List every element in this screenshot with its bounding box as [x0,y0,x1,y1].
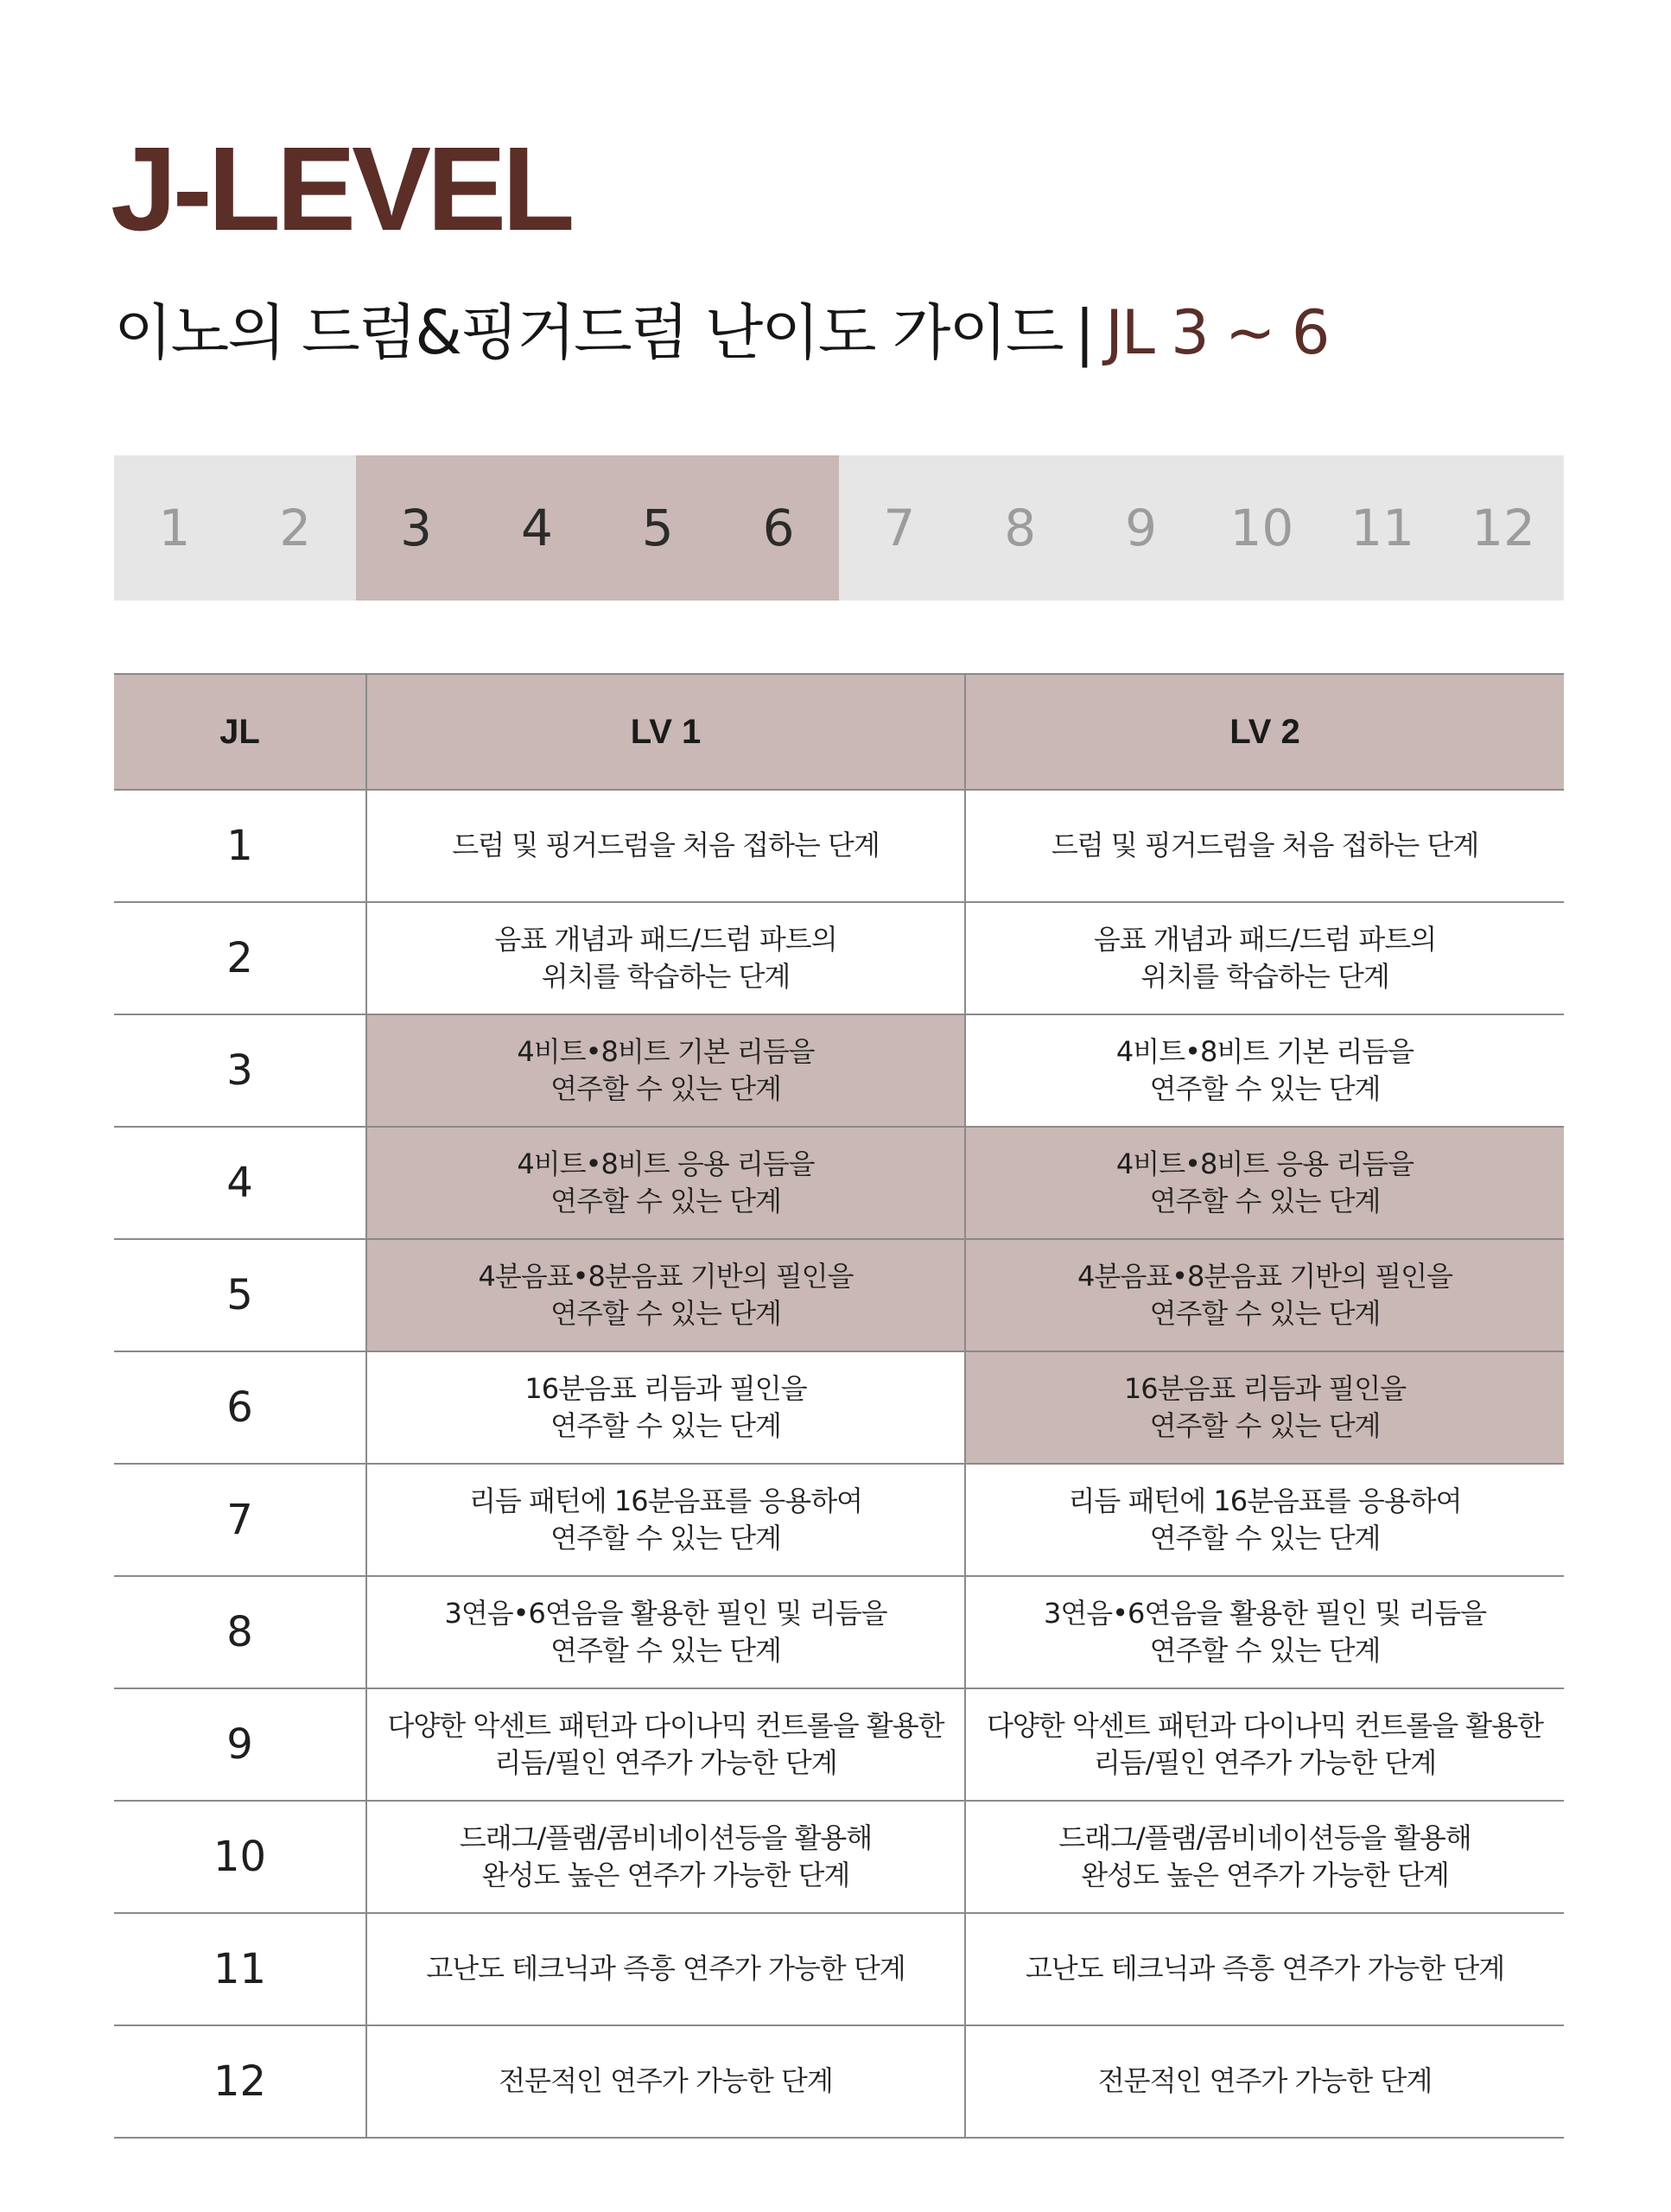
subtitle-text: 이노의 드럼&핑거드럼 난이도 가이드 [114,297,1063,368]
lv2-description-cell: 4분음표•8분음표 기반의 필인을 연주할 수 있는 단계 [965,1239,1564,1351]
scale-level-9: 9 [1125,499,1157,557]
jl-level-cell: 12 [114,2025,366,2138]
table-row [114,1014,1564,1127]
jl-level-cell: 6 [114,1351,366,1464]
table-row [114,1688,1564,1801]
lv1-description-cell: 4분음표•8분음표 기반의 필인을 연주할 수 있는 단계 [366,1239,965,1351]
lv1-description-cell: 드래그/플램/콤비네이션등을 활용해 완성도 높은 연주가 가능한 단계 [366,1801,965,1913]
table-row [114,1464,1564,1576]
lv2-description-cell: 고난도 테크닉과 즉흥 연주가 가능한 단계 [965,1913,1564,2025]
lv1-description-cell: 16분음표 리듬과 필인을 연주할 수 있는 단계 [366,1351,965,1464]
table-row [114,1351,1564,1464]
jl-level-cell: 1 [114,790,366,902]
lv1-description-cell: 음표 개념과 패드/드럼 파트의 위치를 학습하는 단계 [366,902,965,1014]
lv2-description-cell: 드래그/플램/콤비네이션등을 활용해 완성도 높은 연주가 가능한 단계 [965,1801,1564,1913]
scale-level-6: 6 [718,455,839,601]
lv1-description-cell: 드럼 및 핑거드럼을 처음 접하는 단계 [366,790,965,902]
jl-level-cell: 9 [114,1688,366,1801]
lv2-description-cell: 드럼 및 핑거드럼을 처음 접하는 단계 [965,790,1564,902]
table-row [114,1576,1564,1688]
scale-level-12: 12 [1471,499,1535,557]
lv2-description-cell: 16분음표 리듬과 필인을 연주할 수 있는 단계 [965,1351,1564,1464]
table-row [114,1239,1564,1351]
table-row [114,790,1564,902]
scale-level-2: 2 [279,499,312,557]
table-row [114,2025,1564,2138]
lv2-description-cell: 리듬 패턴에 16분음표를 응용하여 연주할 수 있는 단계 [965,1464,1564,1576]
table-row [114,1801,1564,1913]
level-guide-table [114,673,1564,2139]
jl-level-cell: 11 [114,1913,366,2025]
jl-level-cell: 3 [114,1014,366,1127]
jl-level-cell: 10 [114,1801,366,1913]
lv1-description-cell: 전문적인 연주가 가능한 단계 [366,2025,965,2138]
lv2-description-cell: 4비트•8비트 기본 리듬을 연주할 수 있는 단계 [965,1014,1564,1127]
table-header-row [114,674,1564,790]
lv1-description-cell: 다양한 악센트 패턴과 다이나믹 컨트롤을 활용한 리듬/필인 연주가 가능한 단계 [366,1688,965,1801]
jl-level-cell: 4 [114,1127,366,1239]
lv2-description-cell: 4비트•8비트 응용 리듬을 연주할 수 있는 단계 [965,1127,1564,1239]
table-row [114,1913,1564,2025]
lv2-description-cell: 음표 개념과 패드/드럼 파트의 위치를 학습하는 단계 [965,902,1564,1014]
scale-level-5: 5 [597,455,718,601]
page-title: J-LEVEL [111,123,571,256]
lv1-description-cell: 고난도 테크닉과 즉흥 연주가 가능한 단계 [366,1913,965,2025]
page-subtitle [114,297,1329,368]
table-row [114,902,1564,1014]
scale-level-7: 7 [883,499,916,557]
jl-level-cell: 5 [114,1239,366,1351]
level-scale-bar [114,455,1564,601]
lv2-description-cell: 다양한 악센트 패턴과 다이나믹 컨트롤을 활용한 리듬/필인 연주가 가능한 단계 [965,1688,1564,1801]
scale-level-10: 10 [1229,499,1294,557]
level-range: JL 3 ~ 6 [1105,297,1329,368]
subtitle-separator: | [1074,297,1094,368]
scale-level-8: 8 [1004,499,1037,557]
jl-level-cell: 8 [114,1576,366,1688]
table-row [114,1127,1564,1239]
lv2-description-cell: 전문적인 연주가 가능한 단계 [965,2025,1564,2138]
scale-level-1: 1 [158,499,191,557]
scale-level-3: 3 [356,455,477,601]
lv2-description-cell: 3연음•6연음을 활용한 필인 및 리듬을 연주할 수 있는 단계 [965,1576,1564,1688]
lv1-description-cell: 4비트•8비트 응용 리듬을 연주할 수 있는 단계 [366,1127,965,1239]
column-header-lv2: LV 2 [965,674,1564,790]
lv1-description-cell: 4비트•8비트 기본 리듬을 연주할 수 있는 단계 [366,1014,965,1127]
scale-level-4: 4 [476,455,597,601]
lv1-description-cell: 리듬 패턴에 16분음표를 응용하여 연주할 수 있는 단계 [366,1464,965,1576]
jl-level-cell: 7 [114,1464,366,1576]
jl-level-cell: 2 [114,902,366,1014]
column-header-jl: JL [114,674,366,790]
column-header-lv1: LV 1 [366,674,965,790]
scale-level-11: 11 [1350,499,1415,557]
lv1-description-cell: 3연음•6연음을 활용한 필인 및 리듬을 연주할 수 있는 단계 [366,1576,965,1688]
